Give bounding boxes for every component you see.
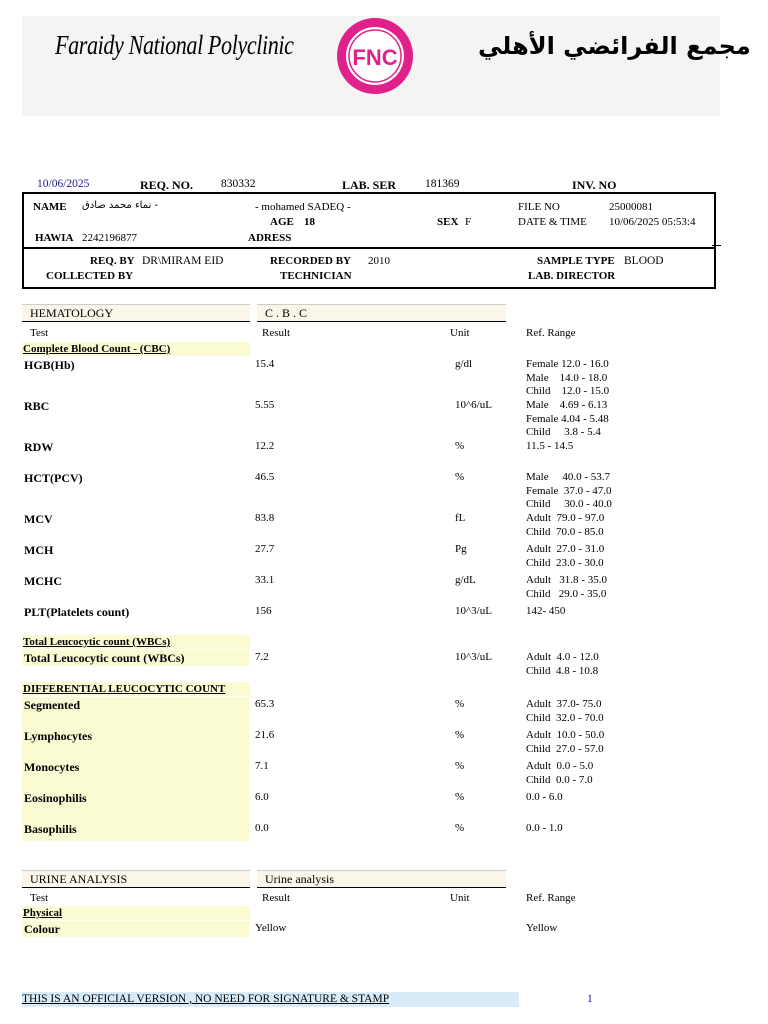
test-unit: g/dl: [455, 358, 473, 370]
section-hematology: HEMATOLOGY: [22, 304, 250, 322]
panel-urine: Urine analysis: [257, 870, 506, 888]
test-name: Eosinophilis: [24, 791, 87, 805]
col-result: Result: [262, 892, 291, 904]
test-ref-range: 11.5 - 14.5: [526, 440, 574, 452]
test-name: MCH: [24, 543, 54, 557]
test-unit: 10^3/uL: [455, 605, 492, 617]
test-unit: g/dL: [455, 574, 476, 586]
test-unit: %: [455, 698, 465, 710]
test-ref-range: Adult 27.0 - 31.0 Child 23.0 - 30.0: [526, 543, 605, 569]
file-no-value: 25000081: [609, 201, 653, 213]
age-label: AGE: [270, 216, 294, 228]
req-by-label: REQ. BY: [90, 255, 135, 267]
clinic-name-arabic: مجمع الفرائضي الأهلي: [478, 32, 751, 60]
clinic-name-english: Faraidy National Polyclinic: [55, 30, 294, 60]
footer-notice: THIS IS AN OFFICIAL VERSION , NO NEED FOR SIGNATURE & STAMP: [22, 993, 390, 1005]
test-ref-range: Male 4.69 - 6.13 Female 4.04 - 5.48 Child 3.8 - 5.4: [526, 399, 609, 438]
test-name: PLT(Platelets count): [24, 605, 130, 619]
panel-cbc: C . B . C: [257, 304, 506, 322]
section-urine-analysis: URINE ANALYSIS: [22, 870, 250, 888]
test-name: HCT(PCV): [24, 471, 83, 485]
test-unit: %: [455, 822, 465, 834]
divider: [712, 245, 721, 246]
col-ref-range: Ref. Range: [526, 327, 576, 339]
test-unit: %: [455, 729, 465, 741]
test-ref-range: Adult 37.0- 75.0 Child 32.0 - 70.0: [526, 698, 604, 724]
test-ref-range: Adult 31.8 - 35.0 Child 29.0 - 35.0: [526, 574, 607, 600]
test-result: 6.0: [255, 791, 269, 803]
staff-info-box: [22, 247, 716, 289]
sex-label: SEX: [437, 216, 459, 228]
test-name: MCHC: [24, 574, 62, 588]
request-date: 10/06/2025: [37, 178, 90, 190]
test-name: HGB(Hb): [24, 358, 75, 372]
lab-director-label: LAB. DIRECTOR: [528, 270, 616, 282]
technician-label: TECHNICIAN: [280, 270, 352, 282]
col-result: Result: [262, 327, 291, 339]
test-result: Yellow: [255, 922, 287, 934]
test-result: 5.55: [255, 399, 275, 411]
test-result: 83.8: [255, 512, 275, 524]
test-result: 12.2: [255, 440, 275, 452]
test-name: Monocytes: [24, 760, 80, 774]
test-name: Basophilis: [24, 822, 77, 836]
group-wbc: Total Leucocytic count (WBCs): [22, 635, 250, 649]
group-physical: Physical: [22, 906, 250, 920]
lab-ser-value: 181369: [425, 178, 460, 190]
test-unit: Pg: [455, 543, 467, 555]
col-unit: Unit: [450, 327, 470, 339]
test-unit: %: [455, 760, 465, 772]
test-result: 65.3: [255, 698, 275, 710]
recorded-by-label: RECORDED BY: [270, 255, 351, 267]
test-result: 0.0: [255, 822, 269, 834]
test-unit: fL: [455, 512, 466, 524]
test-name: RDW: [24, 440, 54, 454]
test-unit: 10^6/uL: [455, 399, 492, 411]
test-ref-range: Male 40.0 - 53.7 Female 37.0 - 47.0 Child 30.0 - 40.0: [526, 471, 612, 510]
sample-type-value: BLOOD: [624, 255, 664, 267]
sex-value: F: [465, 216, 472, 228]
test-name: MCV: [24, 512, 53, 526]
test-result: 7.1: [255, 760, 269, 772]
test-ref-range: Adult 4.0 - 12.0 Child 4.8 - 10.8: [526, 651, 599, 677]
test-unit: 10^3/uL: [455, 651, 492, 663]
test-result: 156: [255, 605, 272, 617]
test-result: 46.5: [255, 471, 275, 483]
test-result: 15.4: [255, 358, 275, 370]
req-no-value: 830332: [221, 178, 256, 190]
test-ref-range: 0.0 - 6.0: [526, 791, 563, 803]
test-ref-range: Adult 79.0 - 97.0 Child 70.0 - 85.0: [526, 512, 605, 538]
recorded-by-value: 2010: [368, 255, 390, 267]
datetime-value: 10/06/2025 05:53:4: [609, 216, 696, 228]
req-no-label: REQ. NO.: [140, 178, 194, 192]
name-label: NAME: [33, 201, 67, 213]
hawia-value: 2242196877: [82, 232, 137, 244]
test-result: 21.6: [255, 729, 275, 741]
col-test: Test: [30, 892, 49, 904]
sample-type-label: SAMPLE TYPE: [537, 255, 615, 267]
collected-by-label: COLLECTED BY: [46, 270, 134, 282]
file-no-label: FILE NO: [518, 201, 560, 213]
clinic-logo-icon: [335, 15, 415, 97]
test-name: Segmented: [24, 698, 80, 712]
group-differential: DIFFERENTIAL LEUCOCYTIC COUNT: [22, 682, 250, 696]
address-label: ADRESS: [248, 232, 292, 244]
req-by-value: DR\MIRAM EID: [142, 255, 224, 267]
group-cbc: Complete Blood Count - (CBC): [22, 342, 250, 356]
test-name: Lymphocytes: [24, 729, 93, 743]
test-ref-range: 142- 450: [526, 605, 566, 617]
col-unit: Unit: [450, 892, 470, 904]
test-name: RBC: [24, 399, 50, 413]
inv-no-label: INV. NO: [572, 178, 617, 192]
test-ref-range: Female 12.0 - 16.0 Male 14.0 - 18.0 Child 12.0 - 15.0: [526, 358, 610, 397]
test-unit: %: [455, 440, 465, 452]
test-name: Total Leucocytic count (WBCs): [24, 651, 185, 665]
test-ref-range: Yellow: [526, 922, 558, 934]
age-value: 18: [304, 216, 315, 228]
test-unit: %: [455, 791, 465, 803]
lab-ser-label: LAB. SER: [342, 178, 397, 192]
col-test: Test: [30, 327, 49, 339]
test-ref-range: Adult 10.0 - 50.0 Child 27.0 - 57.0: [526, 729, 605, 755]
test-result: 33.1: [255, 574, 275, 586]
test-result: 7.2: [255, 651, 269, 663]
col-ref-range: Ref. Range: [526, 892, 576, 904]
logo-letters: FNC: [352, 45, 398, 70]
datetime-label: DATE & TIME: [518, 216, 587, 228]
test-ref-range: 0.0 - 1.0: [526, 822, 563, 834]
page-number: 1: [587, 993, 593, 1005]
test-result: 27.7: [255, 543, 275, 555]
patient-name-arabic: - نماء محمد صادق: [82, 200, 159, 211]
patient-name-english: - mohamed SADEQ -: [255, 201, 351, 213]
hawia-label: HAWIA: [35, 232, 74, 244]
test-ref-range: Adult 0.0 - 5.0 Child 0.0 - 7.0: [526, 760, 594, 786]
test-unit: %: [455, 471, 465, 483]
test-name: Colour: [24, 922, 60, 936]
